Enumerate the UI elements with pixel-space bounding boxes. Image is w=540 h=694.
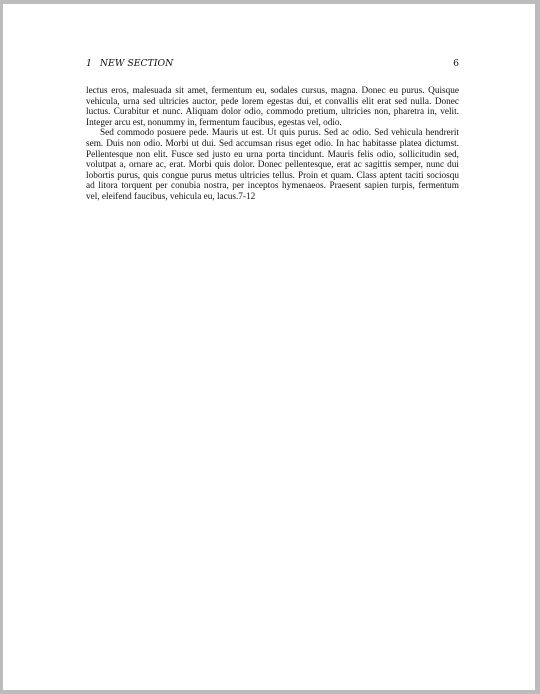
paragraph-1: lectus eros, malesuada sit amet, fermentum eu, sodales cursus, magna. Donec eu purus. Quisque vehicula, urna sed ultricies auctor, pede lorem egestas dui, et convallis elit erat sed nulla. Donec luctus. Curabitur et nunc. Aliquam dolor odio, commodo pretium, ultricies non, pharetra in, velit. Integer arcu est, nonummy in, fermentum faucibus, egestas vel, odio. bbox=[86, 86, 459, 128]
page-number: 6 bbox=[453, 58, 459, 69]
running-header bbox=[86, 58, 459, 74]
paragraph-2: Sed commodo posuere pede. Mauris ut est. Ut quis purus. Sed ac odio. Sed vehicula hendrerit sem. Duis non odio. Morbi ut dui. Sed accumsan risus eget odio. In hac habitasse platea dictumst. Pellentesque non elit. Fusce sed justo eu urna porta tincidunt. Mauris felis odio, sollicitudin sed, volutpat a, ornare ac, erat. Morbi quis dolor. Donec pellentesque, erat ac sagittis semper, nunc dui lobortis purus, quis congue purus metus ultricies tellus. Proin et quam. Class aptent taciti sociosqu ad litora torquent per conubia nostra, per inceptos hymenaeos. Praesent sapien turpis, fermentum vel, eleifend faucibus, vehicula eu, lacus.7-12 bbox=[86, 128, 459, 202]
header-section bbox=[86, 58, 173, 69]
header-section-number: 1 bbox=[86, 58, 92, 69]
header-section-title: NEW SECTION bbox=[99, 58, 174, 69]
document-page bbox=[3, 4, 535, 690]
body-text bbox=[86, 86, 459, 203]
